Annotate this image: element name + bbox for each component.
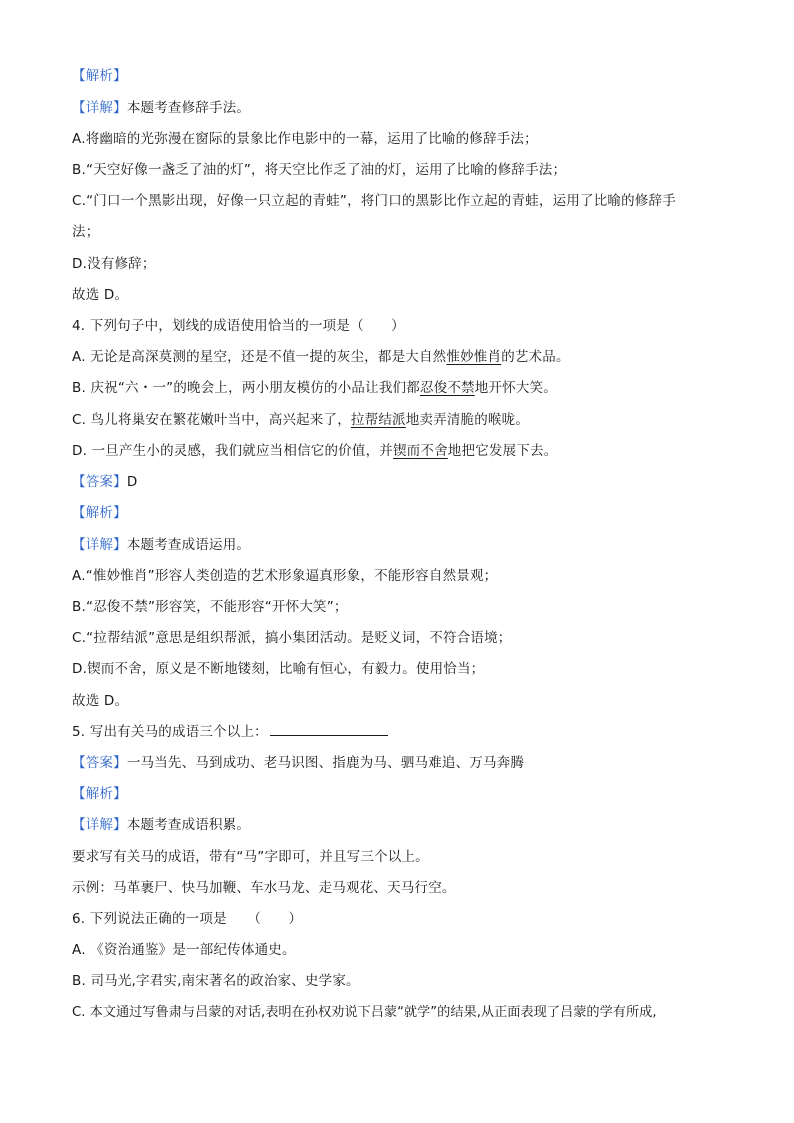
conclusion: 故选 D。 — [72, 287, 129, 303]
explanation-c-cont: 法； — [72, 224, 100, 240]
detail-text: 本题考查成语运用。 — [126, 537, 251, 553]
detail-line — [72, 815, 250, 835]
detail-tag: 【详解】 — [72, 817, 127, 833]
option-b: B. 司马光,字君实,南宋著名的政治家、史学家。 — [72, 973, 360, 989]
answer-tag: 【答案】 — [72, 755, 127, 771]
detail-text: 本题考查成语积累。 — [126, 817, 251, 833]
detail-line — [72, 535, 250, 555]
answer-text: D — [126, 474, 138, 490]
underlined-idiom: 锲而不舍 — [392, 443, 448, 459]
detail-tag: 【详解】 — [72, 537, 127, 553]
example-text: 示例：马革裹尸、快马加鞭、车水马龙、走马观花、天马行空。 — [72, 880, 456, 896]
question-4-stem: 4. 下列句子中，划线的成语使用恰当的一项是（ ） — [72, 318, 405, 334]
explanation-d: D.没有修辞； — [72, 256, 156, 272]
underlined-idiom: 拉帮结派 — [350, 412, 406, 428]
analysis-tag: 【解析】 — [72, 786, 127, 802]
requirement-text: 要求写有关马的成语，带有“马”字即可，并且写三个以上。 — [72, 849, 429, 865]
option-d: D. 一旦产生小的灵感，我们就应当相信它的价值，并锲而不舍地把它发展下去。 — [72, 443, 558, 459]
answer-line — [72, 753, 524, 773]
answer-line — [72, 472, 137, 492]
answer-blank — [270, 723, 388, 736]
question-5-stem: 5. 写出有关马的成语三个以上： — [72, 722, 388, 742]
detail-tag: 【详解】 — [72, 100, 127, 116]
option-b: B. 庆祝“六・一”的晚会上，两小朋友模仿的小品让我们都忍俊不禁地开怀大笑。 — [72, 380, 557, 396]
answer-tag: 【答案】 — [72, 474, 127, 490]
analysis-tag: 【解析】 — [72, 505, 127, 521]
question-6-stem: 6. 下列说法正确的一项是 （ ） — [72, 911, 303, 927]
explanation-c: C.“拉帮结派”意思是组织帮派，搞小集团活动。是贬义词，不符合语境； — [72, 630, 512, 646]
option-a: A. 无论是高深莫测的星空，还是不值一提的灰尘，都是大自然惟妙惟肖的艺术品。 — [72, 349, 570, 365]
answer-text: 一马当先、马到成功、老马识图、指鹿为马、驷马难追、万马奔腾 — [126, 755, 525, 771]
explanation-a: A.“惟妙惟肖”形容人类创造的艺术形象逼真形象，不能形容自然景观； — [72, 568, 498, 584]
explanation-a: A.将幽暗的光弥漫在窗际的景象比作电影中的一幕，运用了比喻的修辞手法； — [72, 131, 538, 147]
explanation-d: D.锲而不舍，原义是不断地镂刻，比喻有恒心，有毅力。使用恰当； — [72, 661, 485, 677]
detail-line — [72, 98, 250, 118]
option-a: A. 《资治通鉴》是一部纪传体通史。 — [72, 942, 296, 958]
detail-text: 本题考查修辞手法。 — [126, 100, 251, 116]
explanation-b: B.“忍俊不禁”形容笑，不能形容“开怀大笑”； — [72, 599, 348, 615]
underlined-idiom: 惟妙惟肖 — [446, 349, 502, 365]
option-c: C. 本文通过写鲁肃与吕蒙的对话,表明在孙权劝说下吕蒙“就学”的结果,从正面表现了吕蒙的学有所成, — [72, 1005, 657, 1020]
conclusion: 故选 D。 — [72, 693, 129, 709]
explanation-b: B.“天空好像一盏乏了油的灯”，将天空比作乏了油的灯，运用了比喻的修辞手法； — [72, 162, 567, 178]
explanation-c: C.“门口一个黑影出现，好像一只立起的青蛙”，将门口的黑影比作立起的青蛙，运用了比喻的修辞手 — [72, 193, 676, 209]
underlined-idiom: 忍俊不禁 — [419, 380, 475, 396]
analysis-tag: 【解析】 — [72, 68, 127, 84]
option-c: C. 鸟儿将巢安在繁花嫩叶当中，高兴起来了，拉帮结派地卖弄清脆的喉咙。 — [72, 412, 530, 428]
